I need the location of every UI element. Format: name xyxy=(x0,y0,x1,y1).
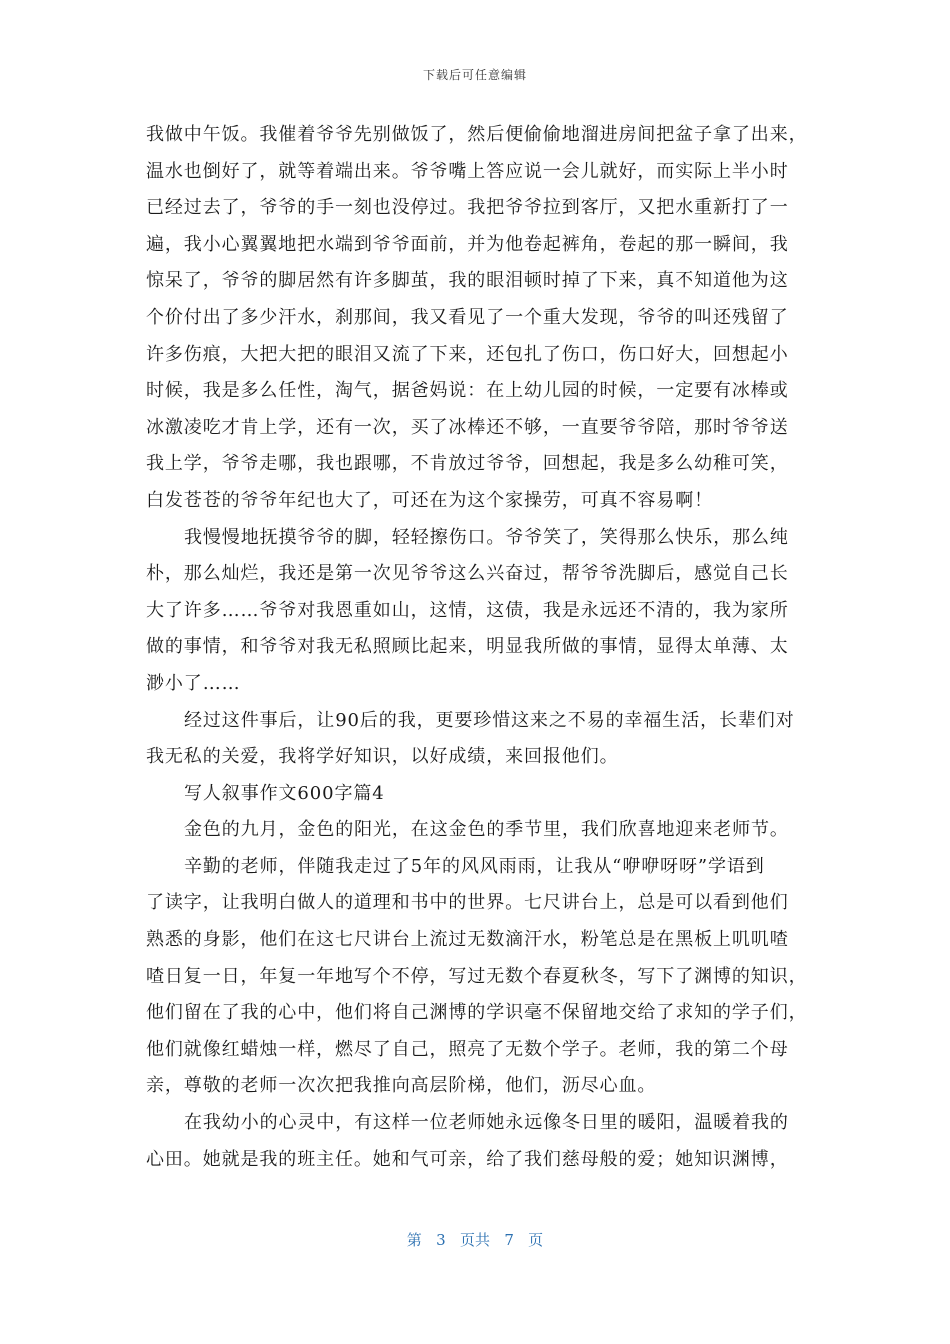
text-line: 时候，我是多么任性，淘气，据爸妈说：在上幼儿园的时候，一定要有冰棒或 xyxy=(146,380,789,402)
text-line: 惊呆了，爷爷的脚居然有许多脚茧，我的眼泪顿时掉了下来，真不知道他为这 xyxy=(146,270,789,292)
text-line: 大了许多……爷爷对我恩重如山，这情，这债，我是永远还不清的，我为家所 xyxy=(146,599,789,621)
text-line: 做的事情，和爷爷对我无私照顾比起来，明显我所做的事情，显得太单薄、太 xyxy=(146,636,789,658)
text-line: 辛勤的老师，伴随我走过了5年的风风雨雨，让我从“咿咿呀呀”学语到 xyxy=(184,855,765,877)
text-line: 心田。她就是我的班主任。她和气可亲，给了我们慈母般的爱；她知识渊博， xyxy=(146,1148,789,1170)
footer-total-pages: 7 xyxy=(504,1231,514,1249)
text-line: 我无私的关爱，我将学好知识，以好成绩，来回报他们。 xyxy=(146,746,619,768)
text-line: 我做中午饭。我催着爷爷先别做饭了，然后便偷偷地溜进房间把盆子拿了出来， xyxy=(146,124,808,145)
text-line: 亲，尊敬的老师一次次把我推向高层阶梯，他们，沥尽心血。 xyxy=(146,1075,657,1097)
text-line: 已经过去了，爷爷的手一刻也没停过。我把爷爷拉到客厅，又把水重新打了一 xyxy=(146,197,789,219)
text-line: 白发苍苍的爷爷年纪也大了，可还在为这个家操劳，可真不容易啊！ xyxy=(146,489,713,511)
footer-middle: 页共 xyxy=(459,1231,490,1249)
text-line: 喳日复一日，年复一年地写个不停，写过无数个春夏秋冬，写下了渊博的知识， xyxy=(146,965,808,987)
text-line: 他们就像红蜡烛一样，燃尽了自己，照亮了无数个学子。老师，我的第二个母 xyxy=(146,1038,789,1060)
text-line: 我慢慢地抚摸爷爷的脚，轻轻擦伤口。爷爷笑了，笑得那么快乐，那么纯 xyxy=(184,526,789,548)
text-line: 金色的九月，金色的阳光，在这金色的季节里，我们欣喜地迎来老师节。 xyxy=(184,819,789,841)
text-line: 在我幼小的心灵中，有这样一位老师她永远像冬日里的暖阳，温暖着我的 xyxy=(184,1112,789,1134)
text-line: 了读字，让我明白做人的道理和书中的世界。七尺讲台上，总是可以看到他们 xyxy=(146,892,789,914)
text-line: 冰激凌吃才肯上学，还有一次，买了冰棒还不够，一直要爷爷陪，那时爷爷送 xyxy=(146,416,789,438)
text-line: 朴，那么灿烂，我还是第一次见爷爷这么兴奋过，帮爷爷洗脚后，感觉自己长 xyxy=(146,563,789,585)
page-footer xyxy=(0,1229,950,1250)
footer-suffix: 页 xyxy=(528,1231,544,1249)
page-header: 下载后可任意编辑 xyxy=(422,68,527,82)
text-line: 写人叙事作文600字篇4 xyxy=(184,782,385,804)
text-line: 我上学，爷爷走哪，我也跟哪，不肯放过爷爷，回想起，我是多么幼稚可笑， xyxy=(146,453,789,475)
text-line: 遍，我小心翼翼地把水端到爷爷面前，并为他卷起裤角，卷起的那一瞬间，我 xyxy=(146,233,789,255)
footer-current-page: 3 xyxy=(436,1231,446,1249)
text-line: 许多伤痕，大把大把的眼泪又流了下来，还包扎了伤口，伤口好大，回想起小 xyxy=(146,343,789,365)
text-line: 经过这件事后，让90后的我，更要珍惜这来之不易的幸福生活，长辈们对 xyxy=(184,709,795,731)
text-line: 他们留在了我的心中，他们将自己渊博的学识毫不保留地交给了求知的学子们， xyxy=(146,1002,808,1024)
footer-prefix: 第 xyxy=(406,1231,422,1249)
document-body xyxy=(146,117,808,1178)
text-line: 温水也倒好了，就等着端出来。爷爷嘴上答应说一会儿就好，而实际上半小时 xyxy=(146,160,789,182)
text-line: 熟悉的身影，他们在这七尺讲台上流过无数滴汗水，粉笔总是在黑板上叽叽喳 xyxy=(146,929,789,951)
text-line: 渺小了…… xyxy=(146,672,241,694)
text-line: 个价付出了多少汗水，刹那间，我又看见了一个重大发现，爷爷的叫还残留了 xyxy=(146,306,789,328)
